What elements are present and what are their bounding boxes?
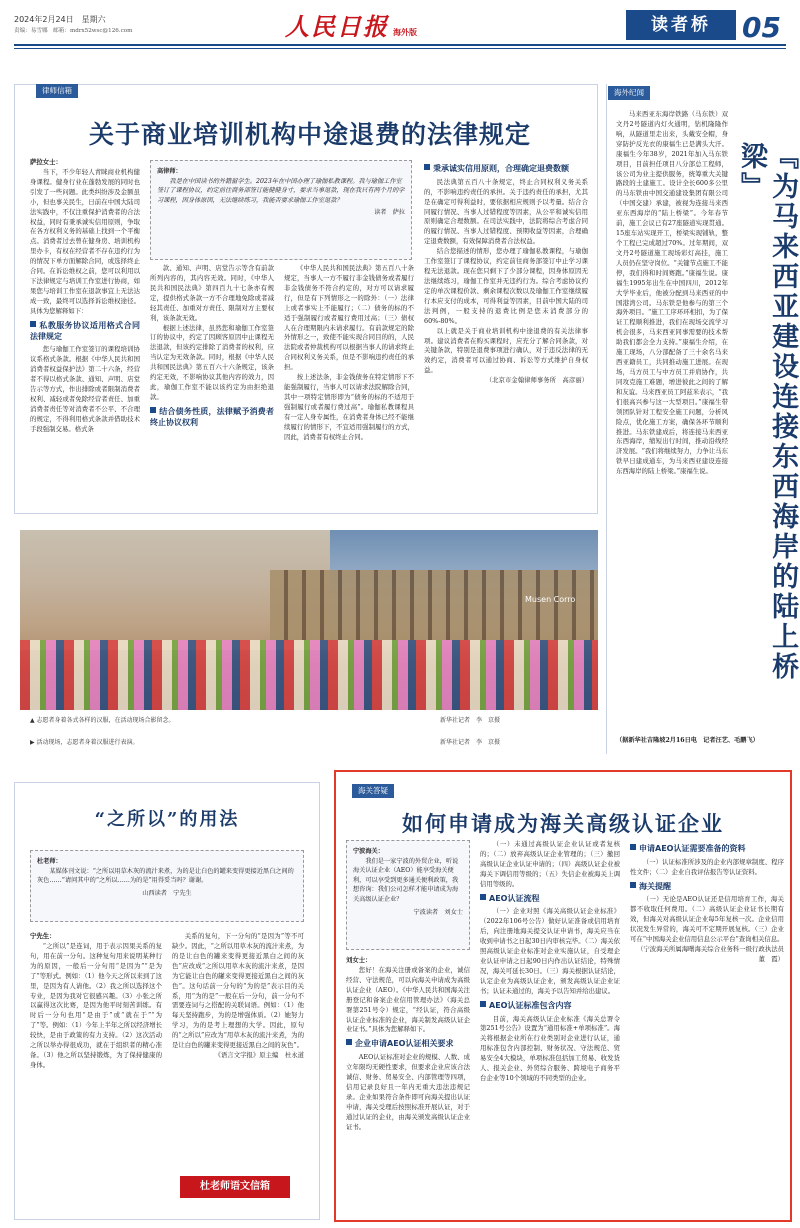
legal-p6: 按上述法条，非金钱债务在特定情形下不能强制履行，当事人可以请求法院解除合同，其中一项特定情形即为“债务的标的不适用于强制履行或者履行费过高”。瑜伽私教课程具有一定人身专属性，在消费者身体已经不能继续履行的情形下，不宜适用强制履行的方式，因此，消费者有权终止合同。: [284, 373, 414, 441]
legal-p3: 款、通知、声明、店堂告示等含有前款所列内容的，其内容无效。同时，《中华人民共和国民法典》第四百九十七条亦有规定，提供格式条款一方不合理地免除或者减轻其责任、加重对方责任、限制对方主要权利，该条款无效。: [150, 264, 274, 322]
language-title: “之所以”的用法: [94, 809, 240, 830]
caption-1-credit: 新华社记者 李 京摄: [440, 717, 501, 724]
legal-heading-3: 秉承诚实信用原则，合理确定退费数额: [424, 164, 588, 175]
legal-letter-text: 我是在中国读书的外籍留学生。2023年在中国办理了瑜伽私教课程。我与瑜伽工作室签订了课程协议，约定前往商务部签订能健健身寸，要求当事退款，现在我只有两个月的学习课程，因身体原因，无法继续练习，我能否要求瑜伽工作室退款？: [157, 177, 405, 204]
caption-2-credit: 新华社记者 李 京摄: [440, 739, 501, 746]
customs-col-3: 申请AEO认证需要准备的资料 （一）认证标准所涉及的企业内部规章制度、程序性文件；（二）企业自我评估报告等认证资料。 海关提醒 （一）无论是AEO认证还是信用培育工作，海关都不收取任何费用。（二）高级认证企业证书长期有效，但海关对高级认证企业每5年复核一次。企业信用状况发生异常的，海关可不定期开展复核。（三）企业可在“中国海关企业信用信息公示平台”查询相关信息。 （宁波海关所属海曙海关综合业务科一级行政执法员 董 霞）: [630, 844, 791, 963]
newspaper-logo: 人民日报 海外版: [285, 12, 417, 41]
language-col-2: 关系的复句，下一分句的“是因为”等不可缺少。因此，“之所以用草木灰的流汁来煮，为的是让白色的罐来变得更接近黑白之间的灰色”应改成“之所以用草木灰的流汁来煮，是因为它能让白色的罐来变得更接近黑白之间的灰色”。这句话前一分句的“为的是”表示目的关系，用“为的是”一般在后一分句，前一分句不需要连词与之搭配的关联词语。例如：（1）他每天坚持跑步，为的是增强体质。（2）她努力学习，为的是考上理想的大学。因此，原句的“之所以”应改为“用草木灰的流汁来煮，为的是让白色的罐来变得更接近黑白之间的灰色”。 《语言文字报》原主编 杜永道: [172, 932, 304, 1060]
customs-col-1: 刘女士： 您好！在海关注册或备案的企业，诚信经营、守法规范，可以向海关申请成为高级认证企业（AEO）。《中华人民共和国海关注册登记和备案企业信用管理办法》（海关总署第251号令）规定，“经认证，符合高级认证企业标准的企业，海关制发高级认证企业证书。”具体为您解释如下。 企业申请AEO认证相关要求 AEO认证标准对企业的规模、人数、成立年限均无硬性要求，但要求企业应该合法诚信、财务、贸易安全、内部管理等四项，信用记录良好且一年内无重大违法违规记录。企业如果符合条件即可向海关提出认证申请，海关受理后按照标准开展认证，对于通过认证的企业，由海关颁发高级认证企业证书。: [346, 956, 470, 1131]
editor-info: 责编：易雪娜 邮箱：mdrx52wsc@126.com: [14, 28, 133, 34]
legal-title: 关于商业培训机构中途退费的法律规定: [88, 120, 531, 149]
legal-letter: [150, 160, 412, 260]
legal-letter-label: 高律师：: [157, 168, 182, 175]
page-number: 05: [742, 11, 781, 44]
legal-col-3: [284, 264, 414, 508]
legal-heading-1: 私教服务协议适用格式合同法律规定: [30, 320, 140, 341]
issue-date: 2024年2月24日 星期六: [14, 15, 106, 24]
legal-p2: 您与瑜伽工作室签订的课程培训协议系格式条款。根据《中华人民共和国消费者权益保护法》第二十六条，经营者不得以格式条款、通知、声明、店堂告示等方式，作出排除或者限制消费者权利、减轻或者免除经营者责任、加重消费者责任等对消费者不公平、不合理的规定，不得利用格式条款并借助技术手段强制交易。格式条: [30, 345, 140, 433]
overseas-text: 马来西亚东海岸铁路（马东铁）双文丹2号隧道内灯火通明，钻机隆隆作响，从隧道里走出来，头戴安全帽，身穿防护反光衣的康福生已是满头大汗。康福生今年38岁，2021年加入马东铁项目，目前担任项目八分部总工程师，该公司为业主提供服务，统筹重大关键路段的土建施工。设计全长600多公里的马东铁由中国交通建设集团有限公司（中国交建）承建，被视为连接马来西亚东西海岸的“陆上桥梁”。今年春节前，施工会议已有27座隧道实现贯通。15座车站实现开工，桥梁实现铺轨，整个工程已完成超过70%。过年期间，双文丹2号隧道施工现场彩灯高挂，施工人员仍在坚守岗位。“关键节点施工不能停，我们得和时间赛跑。”康福生说。康福生1995年出生在中国四川，2012年大学毕业后，他被分配到马来西亚的中国港湾公司。马东铁是他参与的第三个海外项目。“施工工序环环相扣，为了保证工程顺利推进，我们在现场交流学习机会很多，马来西亚同事需要的技术帮助我们都会全力支持。”康福生介绍，在施工现场，八分部配备了三十余名马来西亚籍员工，共同推动施工进展。在现场，马方员工与中方员工并肩协作，共同攻克施工难题，增进彼此之间的了解和友谊。马来西亚员工阿兹米表示，“我们很高兴参与这一大型项目。”康福生带领团队针对工程安全施工问题，分析风险点，优化施工方案，确保各环节顺利推进。马东铁建成后，将连接马来西亚东西海岸，缩短出行时间，推动沿线经济发展。“我们将继续努力，力争让马东铁早日建成通车，为马来西亚建设连接东西海岸的陆上桥梁。”康福生说。: [616, 110, 728, 476]
legal-p8: 结合您描述的情形，您办理了瑜伽私教课程，与瑜伽工作室签订了课程协议，约定前往商务部签订中止学习课程无法退款。现在您只剩下了少部分课程，因身体原因无法继续练习，瑜伽工作室并无违约行为。综合考虑协议约定的单次课程价款、剩余课程次数以及瑜伽工作室继续履行本应支付的成本，可得利益等因素，目前中国大陆的司法判例，一般支持的退费比例是您未消费部分的60%-80%。: [424, 247, 588, 325]
photo-store-sign: Musen Corro: [525, 595, 576, 604]
legal-letter-sign: 读者 萨拉: [374, 209, 405, 217]
legal-p1: 当下，不少年轻人青睐商业机构健身课程。健身行业在蓬勃发展的同时也引发了一些问题。此类纠纷涉及金额虽小，但也事关民生，日前在中国大陆司法实践中，不仅注重保护消费者的合法权益，同时有秉承诚实信用原则，争取在各方权利义务的基础上找到一个平衡点。消费者过去曾在健身房、培训机构里办卡，有权在经营者不存在违约行为的情况下单方面解除合同，或选择终止合同。在诉讼维权之前，您可以利用以下法律规定与培训工作室进行协商，如果您与培训工作室在退款事宜上无法达成一致，最终可以选择诉讼维权途径。具体为您解释如下：: [30, 167, 140, 315]
caption-1: ▲ 志愿者身着各式各样的汉服，在活动现场合影留念。: [30, 717, 175, 724]
overseas-title: 『为马来西亚建设连接东西海岸的陆上桥梁』: [736, 142, 799, 682]
caption-2: ▶ 活动现场，志愿者身着汉服进行表演。: [30, 739, 139, 746]
photo-crowd: [20, 640, 598, 710]
legal-col-4: [424, 160, 588, 508]
header-rule: [14, 44, 786, 46]
legal-sign: （北京市金翰律师事务所 高彦丽）: [485, 376, 588, 385]
overseas-tag: 海外纪闻: [608, 86, 650, 100]
legal-p9: 以上就是关于商业培训机构中途退费的有关法律事项。建议消费者在购买课程时，应充分了解合同条款，对关键条款，特别是退费事项进行确认，对于违反法律的无效约定，消费者可以通过协商、诉讼等方式维护自身权益。: [424, 326, 588, 375]
legal-p5: 《中华人民共和国民法典》第五百八十条规定，当事人一方不履行非金钱债务或者履行非金钱债务不符合约定的，对方可以请求履行，但是有下列情形之一的除外：（一）法律上或者事实上不能履行；（二）债务的标的不适于强制履行或者履行费用过高；（三）债权人在合理期限内未请求履行。有前款规定的除外情形之一，致使不能实现合同目的的，人民法院或者仲裁机构可以根据当事人的请求终止合同权利义务关系，但是不影响违约责任的承担。: [284, 264, 414, 372]
language-letter: 杜老师： 某媒体刊文说：“之所以用草木灰的流汁来煮，为的是让白色的罐来变得更接近黑白之间的灰色……”请问其中的“之所以……为的是”用得妥当吗？谢谢。 山西读者 宁先生: [30, 850, 304, 922]
customs-col-2: （一）未通过高级认证企业认证或者复核的；（二）放弃高级认证企业管理的；（三）撤回高级认证企业认证申请的；（四）高级认证企业被海关下调信用等级的；（五）失信企业被海关上调信用等级的。 AEO认证流程 （一）企业对照《海关高级认证企业标准》（2022年106号公告）做好认证准备或信用培育后，向注册地海关提交认证申请书，海关应当在收到申请书之日起30日内审核完毕。（二）海关依照高级认证企业标准对企业实施认证，自受理企业认证申请之日起90日内作出认证结论，特殊情况，海关可延长30日。（三）海关根据认证结论，认定企业为高级认证企业，颁发高级认证企业证书；认证未通过的，海关予以告知并给出建议。 AEO认证标准包含内容 目前，海关高级认证企业标准《海关总署令第251号公告》设置为“通用标准+单项标准”。海关将根据企业所在行业类别对企业进行认证，通用标准包含内部控制、财务状况、守法规范、贸易安全4大模块，单项标准包括加工贸易、收发货人、报关企业、外贸综合服务、跨境电子商务平台企业等10个领域的不同类型的企业。: [480, 840, 620, 1083]
legal-tag: 律师信箱: [36, 84, 78, 98]
legal-salutation: 萨拉女士：: [30, 158, 62, 166]
legal-col-2: [150, 264, 274, 508]
section-name: 读者桥: [626, 10, 736, 40]
overseas-sign: （据新华社吉隆坡2月16日电 记者汪艺、毛鹏飞）: [616, 737, 759, 744]
hanfu-photo: [20, 530, 598, 710]
overseas-divider: [606, 84, 607, 754]
customs-letter: 宁波海关： 我们是一家宁波的外贸企业，听说海关认证企业（AEO）能享受海关便利，可以享受到更多通关便利政策，我想咨询：我们公司怎样才能申请成为海关高级认证企业？ 宁波读者 刘女士: [346, 840, 470, 950]
customs-tag: 海关答疑: [352, 784, 394, 798]
legal-col-1: [30, 158, 140, 506]
customs-title: 如何申请成为海关高级认证企业: [402, 811, 724, 836]
header-rule-thin: [14, 48, 786, 49]
legal-p4: 根据上述法律，虽然您和瑜伽工作室签订的协议中，约定了因顾客原因中止课程无法退款，但该约定排除了消费者的权利，应当认定为无效条款。同时，根据《中华人民共和国民法典》第五百六十六条规定，该条约定无效，不影响协议其他内容的效力，因此，瑜伽工作室不能以该约定为由拒绝退款。: [150, 323, 274, 401]
legal-p7: 民法典第五百八十条规定，终止合同权利义务关系的，不影响违约责任的承担。关于违约责任的承担，尤其是在确定可得利益时，要依据相应规则予以考量。结合合同履行情况、当事人过错程度等因素，从公平和诚实信用原则确定合理数额。在司法实践中，法院将综合考虑合同的履行情况、当事人过错程度、预期收益等因素，合理确定退费数额，有效保障消费者合法权益。: [424, 177, 588, 246]
language-col-1: 宁先生： “之所以”是连词，用于表示因果关系的复句，用在前一分句。这种复句用来说明某种行为的原因，一般后一分句用“是因为”“是为了”等形式。例如：（1）他今天之所以来到了这里，是因为有人请他。（2）我之所以选择这个专业，是因为我对它很感兴趣。（3）小张之所以赢得这次比赛，是因为他平时刻苦训练。有时后一分句也用“是由于”或“就在于”“为了”等。例如：（1）今年上半年之所以经济增长较快，是由于政策的有力支持。（2）这次活动之所以举办得很成功，就在于组织者的精心准备。（3）他之所以坚持锻炼，为了保持健康的身体。: [30, 932, 162, 1069]
language-badge: 杜老师语文信箱: [180, 1176, 290, 1198]
legal-heading-2: 结合债务性质，法律赋予消费者终止协议权利: [150, 406, 274, 427]
